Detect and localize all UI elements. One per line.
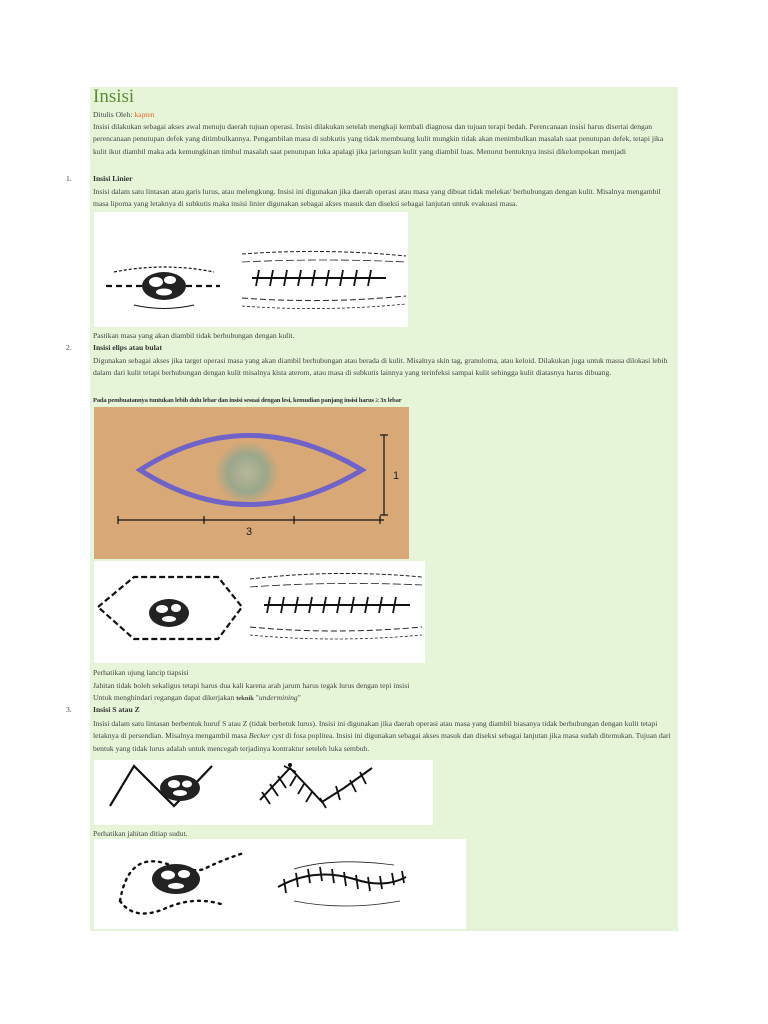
s-curve-suture-figure	[94, 839, 466, 929]
becker-cyst-italic: Becker cyst	[248, 731, 284, 741]
section-number-1: 1.	[66, 174, 72, 183]
teknik-bold: teknik	[236, 695, 254, 702]
width-label: 1	[393, 470, 400, 482]
intro-paragraph: Insisi dilakukan sebagai akses awal menuju daerah tujuan operasi. Insisi dilakukan setelah mengkaji kembali diagnosa dan tujuan terapi bedah. Perencanaan insisi harus disertai dengan perencanaan penutupan defek yang ditimbulkannya. Pengambilan masa di subkutis yang tidak membuang kulit mungkin tidak akan menimbulkan masalah saat penutupan defek, tetapi jika kulit ikut diambil maka ada kemungkinan timbul masalah saat penutupan luka apalagi jika jariongsan kulit yang diambil luas. Menurut bentuknya insisi dikelompokan menjadi	[93, 122, 664, 156]
section-bold-note-2: Pada pembuatannya tuntukan lebih dulu lebar dan insisi sesuai dengan lesi, kemudian panjang insisi harus ≥ 3x lebar	[93, 397, 402, 404]
author-link[interactable]: kapten	[134, 110, 155, 119]
ellipse-suture-figure	[94, 561, 425, 663]
section-body-3: Insisi dalam satu lintasan berbentuk huruf S atau Z (tidak berbetuk lurus). Insisi ini digunakan jika daerah operasi atau masa yang diambil biasanya tidak berhubungan dengan kulit tetapi letaknya di persendian. Misalnya mengambil masa Becker cyst di fosa poplitea. Insisi ini digunakan sebagai akses masuk dan diseksi sebagai lanjutan jika masa sudah ditemukan. Tujuan dari bentuk yang tidak lurus adalah untuk mencegah terjadinya kontraktur seteleh luka sembuh.	[93, 719, 671, 753]
section-body-1: Insisi dalam satu lintasan atau garis lurus, atau melengkung. Insisi ini digunakan jika daerah operasi atau masa yang dibuat tidak melekat/ berhubungan dengan kulit. Misalnya mengambil masa lipoma yang letaknya di subkutis maka insisi linier digunakan sebagai akses masuk dan diseksi sebagai lanjutan untuk evakuasi masa.	[93, 187, 661, 209]
section-note-2b: Jahitan tidak boleh sekaligus tetapi harus dua kali karena arah jarum harus tegak lurus dengan tepi insisi	[93, 681, 410, 690]
undermining-italic: undermining	[258, 693, 298, 702]
ellipse-incision-photo	[94, 407, 409, 559]
sz-incision-figure	[94, 760, 433, 825]
section-note-2c: Untuk menghindari regangan dapat dikerjakan teknik "undermining"	[93, 693, 301, 702]
length-label: 3	[246, 526, 253, 538]
section-body-2: Digunakan sebagai akses jika target operasi masa yang akan diambil berhubungan atau berada di kulit. Misalnya skin tag, granuloma, atau keloid. Dilakukan juga untuk massa dilokasi lebih dalam dari kulit tetapi berhubungan dengan kulit misalnya kista aterom, atau masa di subkutis lainnya yang terinfeksi sampai kulit sehingga kulit diatasnya harus dibuang.	[93, 356, 668, 378]
section-number-3: 3.	[66, 705, 72, 714]
section-heading-1: Insisi Linier	[93, 174, 133, 183]
section-note-3: Perhatikan jahitan ditiap sudut.	[93, 829, 188, 838]
byline	[93, 109, 675, 121]
section-heading-2: Insisi elips atau bulat	[93, 343, 163, 352]
section-number-2: 2.	[66, 343, 72, 352]
section-note-2a: Perhatikan ujung lancip tiapsisi	[93, 668, 189, 677]
linear-incision-figure	[94, 212, 408, 327]
section-heading-3: Insisi S atau Z	[93, 705, 140, 714]
lipoma-drawing	[114, 267, 214, 309]
byline-label: Ditulis Oleh:	[93, 110, 135, 119]
section-note-1: Pastikan masa yang akan diambil tidak berhubungan dengan kulit.	[93, 331, 295, 340]
page-title: Insisi	[93, 86, 135, 107]
